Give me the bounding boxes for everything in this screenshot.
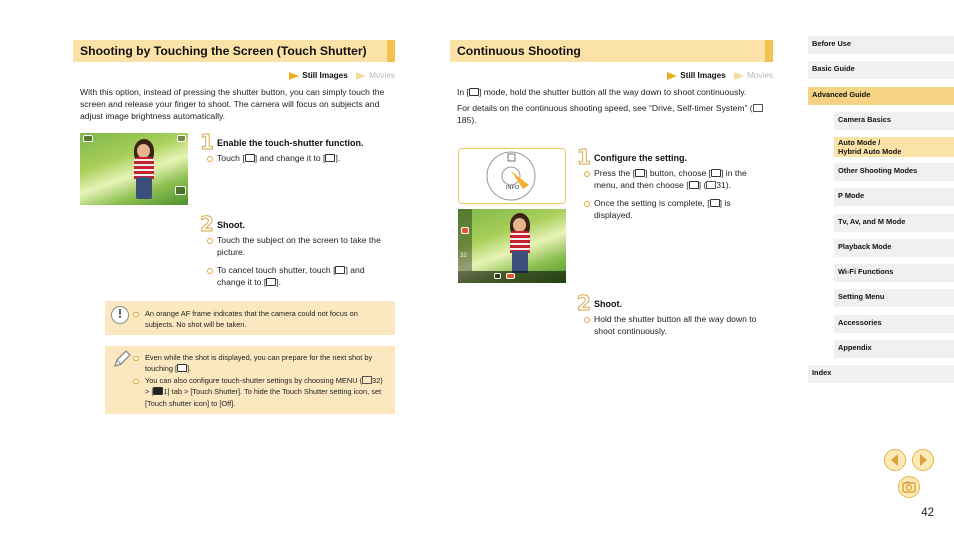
control-dial-illustration: INFO (458, 148, 566, 204)
section-title: Shooting by Touching the Screen (Touch Shutter) (80, 44, 367, 58)
mode-indicator (450, 70, 773, 83)
continuous-icon (506, 273, 515, 279)
camera-screen-photo: 32 (458, 209, 566, 283)
touch-shutter-on-icon (325, 154, 335, 162)
flash-icon (177, 135, 186, 142)
continuous-icon (710, 199, 720, 207)
next-page-icon (913, 450, 933, 470)
triangle-icon (667, 72, 677, 80)
mode-movies: Movies (734, 70, 773, 81)
right-step-2: 2 Shoot. Hold the shutter button all the way down to shoot continuously. (577, 298, 772, 338)
continuous-shooting-section (450, 40, 773, 131)
bullet-icon (207, 268, 213, 274)
bullet-icon (133, 356, 139, 362)
left-step-1: 1 Enable the touch-shutter function. Touch [ ] and change it to [ ]. (200, 137, 395, 167)
tip-bullet-1: Even while the shot is displayed, you can prepare for the next shot by touching [ ]. (133, 352, 389, 375)
nav-basic-guide[interactable]: Basic Guide (808, 61, 954, 79)
nav-playback-mode[interactable]: Playback Mode (834, 239, 954, 257)
single-shot-icon (711, 169, 721, 177)
book-icon (753, 104, 763, 112)
nav-tv-av-m-mode[interactable]: Tv, Av, and M Mode (834, 214, 954, 232)
touch-shutter-on-icon (335, 266, 345, 274)
bullet-icon (584, 317, 590, 323)
previous-page-icon (885, 450, 905, 470)
nav-auto-mode[interactable]: Auto Mode / Hybrid Auto Mode (834, 137, 954, 157)
intro-paragraph: In [ ] mode, hold the shutter button all the way down to shoot continuously. For details on the continuous shooting speed, see “Drive, Self-timer System” (185). (450, 87, 773, 127)
mode-movies: Movies (356, 70, 395, 81)
right-step1-bullet-1: Press the [ ] button, choose [ ] in the menu, and then choose [ ] ( 31). (577, 168, 767, 192)
mode-indicator (73, 70, 395, 83)
bullet-icon (207, 156, 213, 162)
tip-note (105, 346, 395, 414)
nav-advanced-guide[interactable]: Advanced Guide (808, 87, 954, 105)
func-set-icon (635, 169, 645, 177)
control-dial-icon (459, 149, 567, 205)
pencil-icon (112, 349, 132, 369)
right-step-1: 1 Configure the setting. Press the [ ] button, choose [ ] in the menu, and then choose [ ] ( 31). Once the setting is complete, [ ] is displayed. (577, 152, 772, 232)
continuous-icon (689, 181, 699, 189)
left-step-2: 2 Shoot. Touch the subject on the screen to take the picture. To cancel touch shutter, touch [ ] and change it to [ ]. (200, 219, 395, 291)
mode-still-images: Still Images (289, 70, 348, 81)
camera-screen-photo (80, 133, 188, 205)
touch-shutter-off-icon (266, 278, 276, 286)
left-icon-strip (458, 209, 472, 271)
right-step2-bullet: Hold the shutter button all the way down to shoot continuously. (577, 314, 767, 338)
book-icon (706, 181, 716, 189)
camera-tab-icon (153, 387, 163, 395)
continuous-mode-icon (461, 227, 469, 234)
left-step2-bullet-2: To cancel touch shutter, touch [ ] and change it to [ ]. (200, 265, 390, 289)
triangle-icon (289, 72, 299, 80)
nav-before-use[interactable]: Before Use (808, 36, 954, 54)
bullet-icon (133, 312, 139, 318)
exclamation-icon: ! (111, 306, 129, 324)
single-shot-icon (494, 273, 501, 279)
previous-page-button[interactable] (884, 449, 906, 471)
nav-p-mode[interactable]: P Mode (834, 188, 954, 206)
section-header (450, 40, 773, 62)
auto-mode-icon (469, 88, 479, 96)
nav-accessories[interactable]: Accessories (834, 315, 954, 333)
right-step1-bullet-2: Once the setting is complete, [ ] is displayed. (577, 198, 767, 222)
next-page-button[interactable] (912, 449, 934, 471)
nav-other-shooting-modes[interactable]: Other Shooting Modes (834, 163, 954, 181)
tip-bullet-2: You can also configure touch-shutter settings by choosing MENU ( 32) > [ 1] tab > [Touch Shutter]. To hide the Touch Shutter setting icon, set [Touch shutter icon] to [Off]. (133, 375, 389, 409)
nav-appendix[interactable]: Appendix (834, 340, 954, 358)
book-icon (362, 376, 372, 384)
return-icon (177, 364, 187, 372)
intro-paragraph: With this option, instead of pressing the shutter button, you can simply touch the screen and release your finger to shoot. The camera will focus on subjects and adjust image brightness automatically. (80, 87, 385, 121)
mode-still-images: Still Images (667, 70, 726, 81)
triangle-icon (734, 72, 744, 80)
nav-wifi-functions[interactable]: Wi-Fi Functions (834, 264, 954, 282)
left-step1-bullet: Touch [ ] and change it to [ ]. (200, 153, 390, 165)
caution-note (105, 301, 395, 335)
touch-shutter-section (73, 40, 395, 127)
touch-shutter-off-icon (245, 154, 255, 162)
left-step2-bullet-1: Touch the subject on the screen to take the picture. (200, 235, 390, 259)
home-button[interactable] (898, 476, 920, 498)
page-number: 42 (921, 507, 934, 519)
touch-shutter-icon[interactable] (175, 186, 186, 195)
bullet-icon (133, 379, 139, 385)
home-icon (899, 477, 919, 497)
nav-index[interactable]: Index (808, 365, 954, 383)
bullet-icon (584, 171, 590, 177)
bullet-icon (584, 201, 590, 207)
triangle-icon (356, 72, 366, 80)
nav-setting-menu[interactable]: Setting Menu (834, 289, 954, 307)
caution-bullet: An orange AF frame indicates that the camera could not focus on subjects. No shot will be taken. (133, 308, 389, 331)
section-header (73, 40, 395, 62)
section-title: Continuous Shooting (457, 44, 581, 58)
bullet-icon (207, 238, 213, 244)
mode-icon (83, 135, 93, 142)
nav-camera-basics[interactable]: Camera Basics (834, 112, 954, 130)
